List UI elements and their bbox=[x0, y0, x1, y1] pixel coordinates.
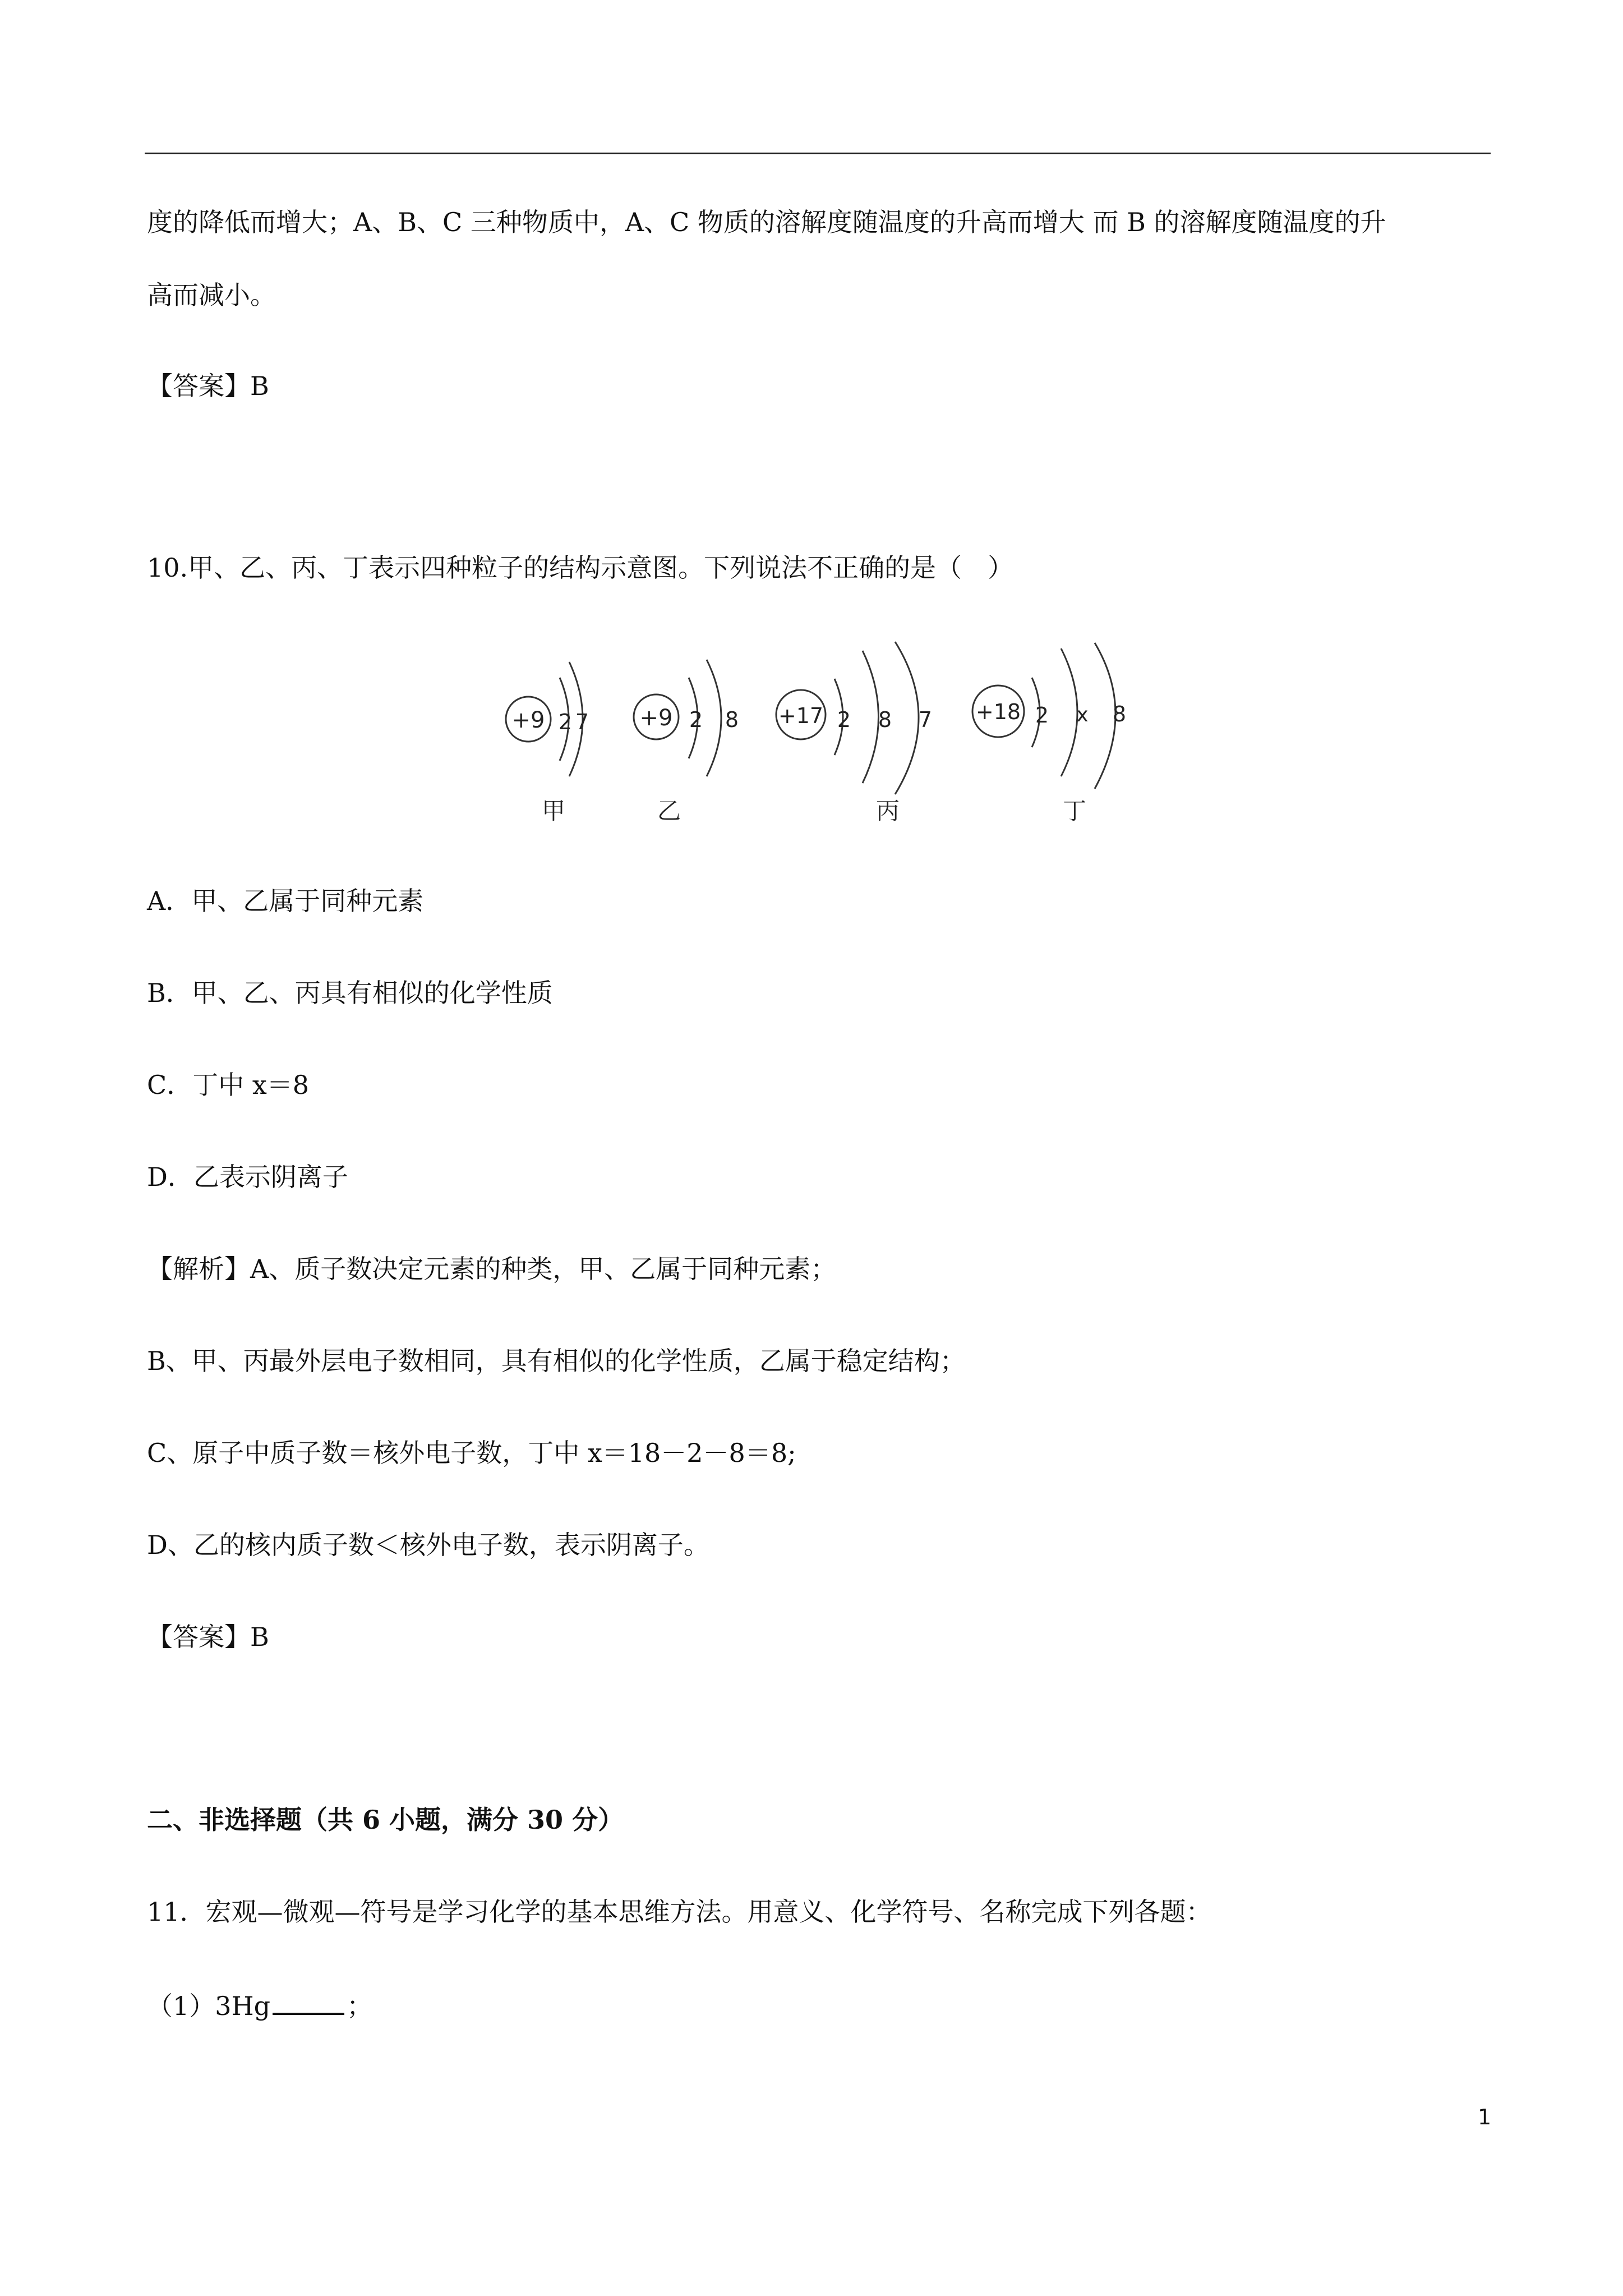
electron-shell-arc bbox=[707, 660, 721, 776]
shell-electron-count: 2 bbox=[558, 710, 573, 734]
electron-shell-arc bbox=[895, 642, 919, 794]
sub-question-suffix: ； bbox=[347, 1991, 373, 2021]
sub-question-prefix: （1）3Hg bbox=[147, 1991, 271, 2021]
analysis-line-4: D、乙的核内质子数＜核外电子数，表示阴离子。 bbox=[147, 1530, 709, 1560]
particle-label: 甲 bbox=[541, 797, 566, 825]
particle-ding bbox=[972, 643, 1126, 825]
particle-label: 丙 bbox=[875, 797, 900, 825]
shell-electron-count: 2 bbox=[837, 707, 851, 732]
shell-electron-count: 8 bbox=[725, 707, 739, 732]
prev-explanation-line-2: 高而减小。 bbox=[147, 280, 276, 310]
shell-electron-count: 7 bbox=[575, 710, 589, 734]
prev-answer: 【答案】B bbox=[147, 371, 269, 401]
answer-blank[interactable] bbox=[273, 1987, 344, 2015]
section-heading: 二、非选择题（共 6 小题，满分 30 分） bbox=[147, 1805, 624, 1835]
nucleus-charge: +18 bbox=[975, 700, 1021, 724]
prev-explanation-line-1: 度的降低而增大；A、B、C 三种物质中，A、C 物质的溶解度随温度的升高而增大 而 B 的溶解度随温度的升 bbox=[147, 207, 1386, 237]
particle-label: 丁 bbox=[1062, 797, 1087, 825]
question-11-stem: 11．宏观—微观—符号是学习化学的基本思维方法。用意义、化学符号、名称完成下列各题： bbox=[147, 1897, 1212, 1927]
particle-label: 乙 bbox=[657, 797, 681, 825]
question-10-stem: 10.甲、乙、丙、丁表示四种粒子的结构示意图。下列说法不正确的是（ ） bbox=[147, 553, 1014, 583]
option-a: A．甲、乙属于同种元素 bbox=[147, 886, 424, 916]
analysis-line-1: 【解析】A、质子数决定元素的种类，甲、乙属于同种元素； bbox=[147, 1254, 837, 1284]
shell-electron-count: 7 bbox=[918, 707, 933, 732]
analysis-line-2: B、甲、丙最外层电子数相同，具有相似的化学性质，乙属于稳定结构； bbox=[147, 1346, 966, 1376]
nucleus-charge: +17 bbox=[778, 703, 824, 728]
shell-electron-count: 2 bbox=[689, 707, 703, 732]
shell-electron-count: 8 bbox=[878, 707, 892, 732]
shell-electron-count: 2 bbox=[1035, 703, 1049, 728]
option-b: B．甲、乙、丙具有相似的化学性质 bbox=[147, 978, 553, 1008]
nucleus-charge: +9 bbox=[511, 707, 545, 733]
particle-yi bbox=[634, 660, 739, 825]
electron-shell-arc bbox=[1061, 648, 1077, 776]
question-10-answer: 【答案】B bbox=[147, 1622, 269, 1652]
analysis-line-3: C、原子中质子数＝核外电子数，丁中 x＝18－2－8＝8; bbox=[147, 1438, 796, 1468]
nucleus-charge: +9 bbox=[639, 705, 673, 731]
particle-bing bbox=[776, 642, 932, 825]
electron-shell-arc bbox=[863, 651, 879, 783]
particle-jia bbox=[506, 662, 589, 825]
page-number: 1 bbox=[1478, 2105, 1492, 2129]
option-d: D．乙表示阴离子 bbox=[147, 1162, 348, 1192]
particle-structure-diagram bbox=[494, 628, 1144, 830]
header-rule bbox=[145, 153, 1491, 154]
shell-electron-count: x bbox=[1076, 703, 1089, 726]
option-c: C．丁中 x＝8 bbox=[147, 1070, 310, 1100]
shell-electron-count: 8 bbox=[1112, 702, 1127, 726]
question-11-sub-1 bbox=[147, 1987, 372, 2023]
